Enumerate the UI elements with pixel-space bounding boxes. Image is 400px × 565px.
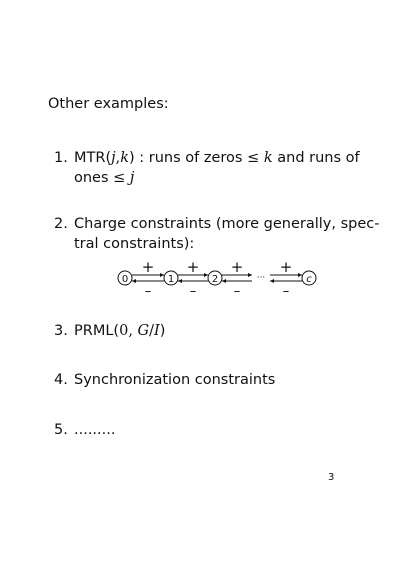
arrowhead xyxy=(222,279,226,283)
charge-constraint-diagram xyxy=(110,262,330,298)
minus-label: – xyxy=(233,284,241,298)
minus-label: – xyxy=(282,284,290,298)
minus-label: – xyxy=(189,284,197,298)
item-number: 2. xyxy=(54,216,68,232)
plus-label: + xyxy=(230,262,244,276)
item-text-line-1: Charge constraints (more generally, spec- xyxy=(74,216,380,232)
state-label-0: 0 xyxy=(121,274,129,285)
page-number: 3 xyxy=(328,472,335,483)
item-text: PRML(0, G/I) xyxy=(74,323,166,339)
plus-label: + xyxy=(186,262,200,276)
plus-label: + xyxy=(279,262,293,276)
plus-label: + xyxy=(141,262,155,276)
arrowhead xyxy=(270,279,274,283)
item-number: 3. xyxy=(54,323,68,339)
arrowhead xyxy=(298,273,302,277)
state-label-1: 1 xyxy=(167,274,175,285)
item-text-line-2: ones ≤ j xyxy=(74,170,135,186)
arrowhead xyxy=(132,279,136,283)
minus-label: – xyxy=(144,284,152,298)
arrowhead xyxy=(178,279,182,283)
item-text: ......... xyxy=(74,422,116,438)
item-number: 4. xyxy=(54,372,68,388)
item-text-line-1: MTR(j,k) : runs of zeros ≤ k and runs of xyxy=(74,150,360,166)
state-label-2: 2 xyxy=(211,274,219,285)
item-text-line-2: tral constraints): xyxy=(74,236,195,252)
arrowhead xyxy=(204,273,208,277)
arrowhead xyxy=(160,273,164,277)
heading: Other examples: xyxy=(48,96,169,112)
arrowhead xyxy=(248,273,252,277)
item-text: Synchronization constraints xyxy=(74,372,276,388)
item-number: 5. xyxy=(54,422,68,438)
state-label-c: c xyxy=(306,274,312,285)
item-number: 1. xyxy=(54,150,68,166)
ellipsis: ··· xyxy=(256,273,266,283)
